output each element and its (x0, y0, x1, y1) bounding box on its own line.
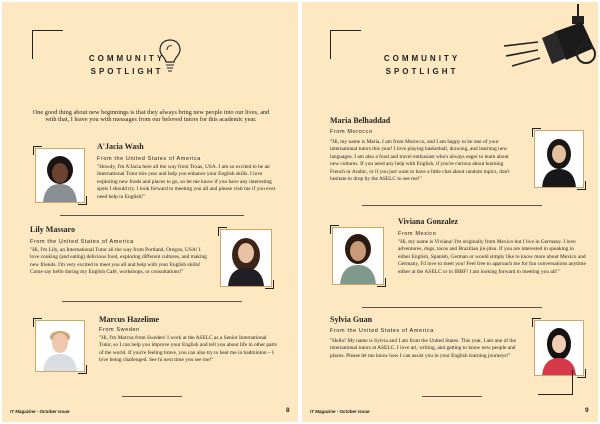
profile-name: Marcus Hazelime (99, 315, 160, 324)
profile-photo-marcus (35, 320, 85, 372)
page-heading: COMMUNITY SPOTLIGHT (383, 54, 461, 76)
divider (362, 307, 542, 308)
profile-bio: "Hi, my name is Viviana! I'm originally from Mexico but I live in Germany. I love adventures, dogs, tacos and Brazilian jiu-jitsu. If you are interested in speaking in either English, Spanish, German or would simply like to know more about Mexico and Germany, I'd love to meet you! Feel free to approach me for fun conversations anytime either at the ASELC or in IBBF! I am looking forward to meeting you all!" (398, 239, 586, 275)
profile-photo-sylvia (534, 320, 584, 376)
lightbulb-icon (156, 36, 184, 76)
profile-origin: From the United States of America (30, 239, 134, 245)
profile-bio: "Hello! My name is Sylvia and I am from the United States. This year, I am one of the international tutors at ASELC. I love art, writing, and getting to know new people and places. Please let me know how I can assist you in your English learning journeys!" (330, 338, 517, 359)
page-number: 8 (286, 407, 290, 414)
divider (60, 215, 244, 216)
profile-origin: From Sweden (99, 327, 140, 333)
intro-text: One good thing about new beginnings is that they always bring new people into our lives, and with that, I leave you with messages from our beloved tutors for this academic year. (32, 109, 270, 123)
profile-origin: From the United States of America (97, 156, 201, 162)
divider (122, 396, 182, 397)
profile-bio: "Hi, I'm Marcus from Sweden! I work at the ASELC as a Senior International Tutor, so I can help you improve your English and tell you about life in other parts of the world. If you're feeling brave, you can also try to beat me in badminton – I love being challenged. See hi next time you see me!" (99, 335, 277, 364)
corner-bracket-bottom-right (538, 370, 573, 395)
profile-name: Maria Belhaddad (330, 116, 391, 125)
profile-photo-maria (534, 130, 584, 188)
page-heading: COMMUNITY SPOTLIGHT (88, 54, 166, 76)
profile-name: Sylvia Guan (330, 315, 373, 324)
profile-photo-viviana (332, 227, 384, 285)
page-number: 9 (585, 407, 589, 414)
divider (422, 396, 482, 397)
magazine-page-right (302, 2, 598, 422)
profile-name: Lily Massaro (30, 225, 75, 234)
profile-origin: From Mexico (398, 231, 437, 237)
divider (362, 205, 542, 206)
profile-photo-ajacia (35, 148, 85, 203)
page-footer: IT Magazine · October Issue (310, 409, 370, 414)
profile-name: Viviana Gonzalez (398, 217, 458, 226)
magazine-page-left (2, 2, 298, 422)
profile-bio: "Howdy, I'm A'Jacia here all the way from Texas, USA. I am so excited to be an International Tutor this year and help you enhance your English skills. I love exploring new foods and places to go, so let me know if you have any interesting spots I should try. I look forward to meeting you all and please visit me if you ever need help in English!" (97, 164, 276, 200)
profile-name: A'Jacia Wash (97, 142, 144, 151)
spotlight-icon (498, 4, 598, 84)
profile-bio: "Hi, my name is Maria, I am from Morocco, and I am happy to be one of your international tutors this year! I love playing basketball, drawing, and learning new languages. I am also a food and travel enthusiast who's always eager to learn about new cultures. If you need any help with English, if you're curious about learning French or Arabic, or if you just want to have a little chat about random topics, don't hesitate to drop by the ASELC to see me!" (330, 139, 510, 183)
profile-origin: From Morocco (330, 129, 373, 135)
profile-photo-lily (220, 229, 272, 287)
profile-bio: "Hi, I'm Lily, an International Tutor all the way from Portland, Oregon, USA! I love cooking (and eating) delicious food, exploring different cultures, and making new friends. I'm very excited to meet you all and help with your English skills! Come say hello during my English Café, workshops, or consultations!" (30, 247, 207, 276)
page-footer: IT Magazine · October Issue (10, 409, 70, 414)
profile-origin: From the United States of America (330, 328, 434, 334)
divider (62, 301, 242, 302)
